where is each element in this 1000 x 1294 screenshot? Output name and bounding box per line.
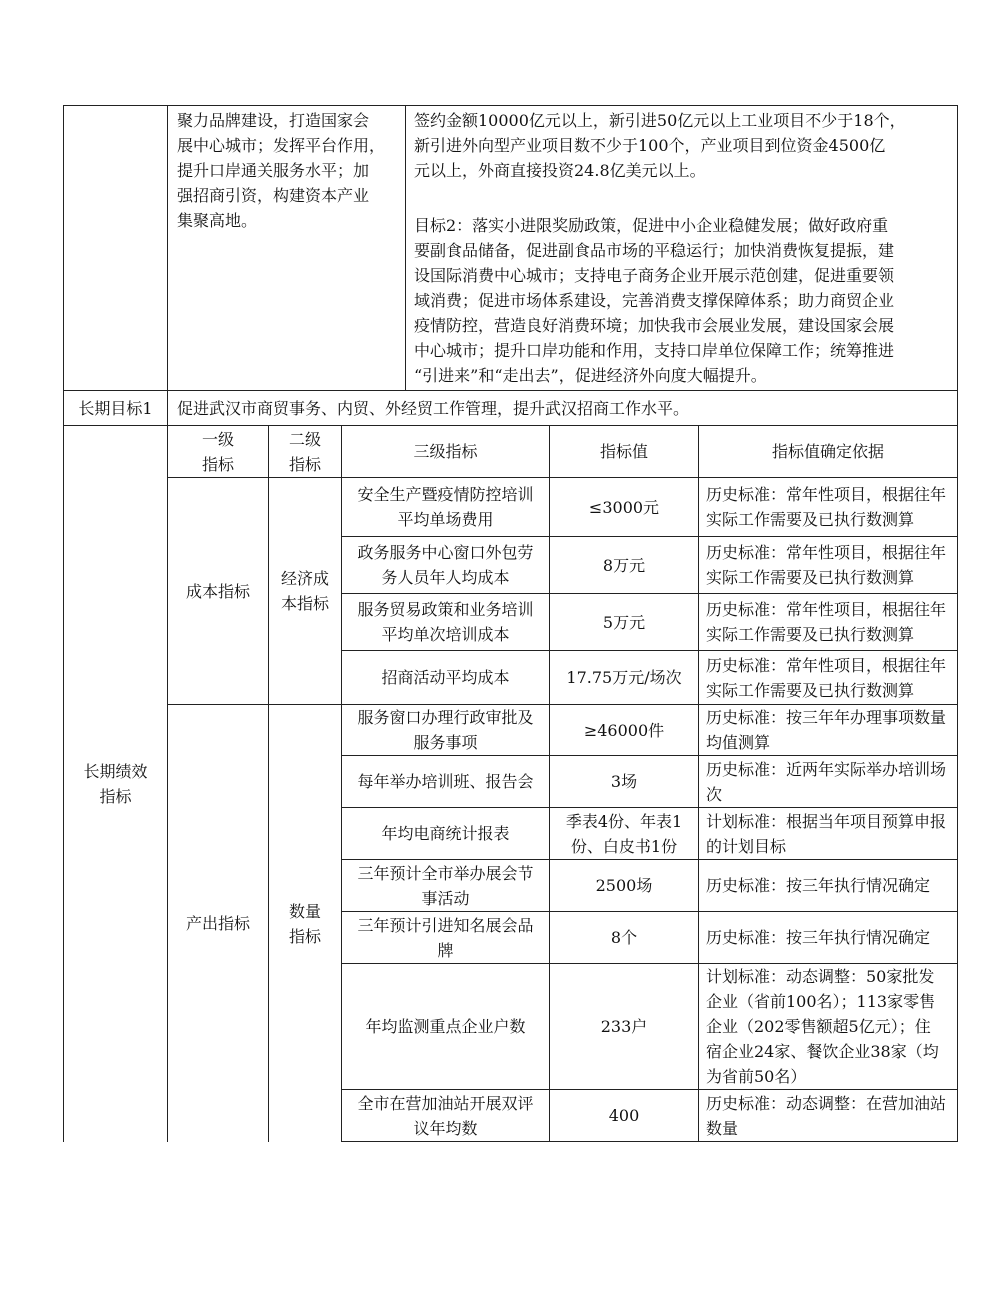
table-row-value: 8个 bbox=[610, 928, 638, 947]
table-border bbox=[341, 425, 342, 1142]
table-row-indicator: 三年预计全市举办展会节 事活动 bbox=[357, 863, 534, 908]
table-border bbox=[698, 425, 699, 1142]
group-cost-sub-label: 经济成 本指标 bbox=[280, 569, 329, 613]
table-row-indicator: 每年举办培训班、报告会 bbox=[357, 772, 534, 791]
table-row-value: 8万元 bbox=[602, 555, 646, 575]
annual-measures-text: 聚力品牌建设，打造国家会 展中心城市；发挥平台作用， 提升口岸通关服务水平；加 强招商引资，构建资本产业 集聚高地。 bbox=[177, 111, 386, 230]
table-row-value: ≥46000件 bbox=[583, 720, 665, 740]
table-row-basis: 计划标准：根据当年项目预算申报 的计划目标 bbox=[706, 811, 947, 856]
table-row-value: 3场 bbox=[610, 772, 638, 791]
table-row-basis: 历史标准：按三年执行情况确定 bbox=[706, 928, 931, 947]
table-row-basis: 历史标准：按三年年办理事项数量 均值测算 bbox=[706, 708, 947, 752]
long-term-goal-label: 长期目标1 bbox=[78, 398, 153, 418]
col-header-value: 指标值 bbox=[599, 442, 648, 461]
table-row-basis: 历史标准：常年性项目，根据往年 实际工作需要及已执行数测算 bbox=[706, 543, 947, 587]
table-row-value: ≤3000元 bbox=[588, 497, 660, 517]
table-row-indicator: 服务窗口办理行政审批及 服务事项 bbox=[357, 708, 534, 752]
table-row-value: 5万元 bbox=[602, 612, 646, 632]
col-header-level3: 三级指标 bbox=[413, 442, 478, 461]
table-row-basis: 历史标准：常年性项目，根据往年 实际工作需要及已执行数测算 bbox=[706, 485, 947, 529]
table-row-indicator: 政务服务中心窗口外包劳 务人员年人均成本 bbox=[357, 543, 534, 587]
table-row-indicator: 服务贸易政策和业务培训 平均单次培训成本 bbox=[357, 600, 534, 644]
table-row-indicator: 安全生产暨疫情防控培训 平均单场费用 bbox=[357, 485, 534, 529]
table-row-value: 17.75万元/场次 bbox=[566, 668, 682, 687]
table-row-indicator: 年均监测重点企业户数 bbox=[365, 1017, 526, 1036]
table-border bbox=[405, 105, 406, 390]
table-row-value: 季表4份、年表1 份、白皮书1份 bbox=[565, 811, 683, 856]
table-row-basis: 历史标准：近两年实际举办培训场 次 bbox=[706, 759, 947, 804]
long-term-goal-text: 促进武汉市商贸事务、内贸、外经贸工作管理，提升武汉招商工作水平。 bbox=[177, 398, 690, 418]
col-header-basis: 指标值确定依据 bbox=[771, 442, 884, 461]
annual-goal-2-text: 目标2：落实小进限奖励政策，促进中小企业稳健发展；做好政府重 要副食品储备，促进副食品市场的平稳运行；加快消费恢复提振，建 设国际消费中心城市；支持电子商务企业开展示范创建，促进重要领 域消费；促进市场体系建设，完善消费支撑保障体系；助力商贸企业 疫情防控，营造良好消费环境；加快我市会展业发展，建设国家会展 中心城市；提升口岸功能和作用，支持口岸单位保障工作；统筹推进 “引进来”和“走出去”，促进经济外向度大幅提升。 bbox=[414, 216, 895, 385]
table-border bbox=[341, 1141, 958, 1142]
table-row-indicator: 年均电商统计报表 bbox=[381, 824, 510, 843]
table-row-basis: 历史标准：动态调整：在营加油站 数量 bbox=[706, 1093, 947, 1138]
table-row-value: 2500场 bbox=[595, 876, 653, 895]
col-header-level2: 二级 指标 bbox=[288, 429, 321, 474]
table-row-indicator: 全市在营加油站开展双评 议年均数 bbox=[357, 1093, 534, 1138]
group-output-label: 产出指标 bbox=[185, 914, 250, 933]
table-border bbox=[957, 105, 958, 1142]
table-border bbox=[63, 105, 958, 106]
group-cost-label: 成本指标 bbox=[185, 581, 250, 601]
col-header-level1: 一级 指标 bbox=[201, 429, 234, 474]
table-row-value: 233户 bbox=[600, 1017, 648, 1036]
table-row-basis: 历史标准：常年性项目，根据往年 实际工作需要及已执行数测算 bbox=[706, 655, 947, 700]
annual-goal-1-text: 签约金额10000亿元以上，新引进50亿元以上工业项目不少于18个， 新引进外向型产业项目数不少于100个，产业项目到位资金4500亿 元以上，外商直接投资24.8亿美元以上。 bbox=[414, 111, 906, 180]
table-row-value: 400 bbox=[608, 1106, 640, 1125]
table-row-basis: 历史标准：按三年执行情况确定 bbox=[706, 876, 931, 895]
group-output-sub-label: 数量 指标 bbox=[288, 901, 321, 946]
table-row-indicator: 三年预计引进知名展会品 牌 bbox=[357, 915, 534, 960]
table-row-basis: 历史标准：常年性项目，根据往年 实际工作需要及已执行数测算 bbox=[706, 600, 947, 644]
table-row-indicator: 招商活动平均成本 bbox=[381, 668, 510, 687]
performance-indicators-label: 长期绩效 指标 bbox=[83, 762, 148, 806]
table-row-basis: 计划标准：动态调整：50家批发 企业（省前100名）；113家零售 企业（202零售额超5亿元）；住 宿企业24家、餐饮企业38家（均 为省前50名） bbox=[706, 967, 939, 1086]
